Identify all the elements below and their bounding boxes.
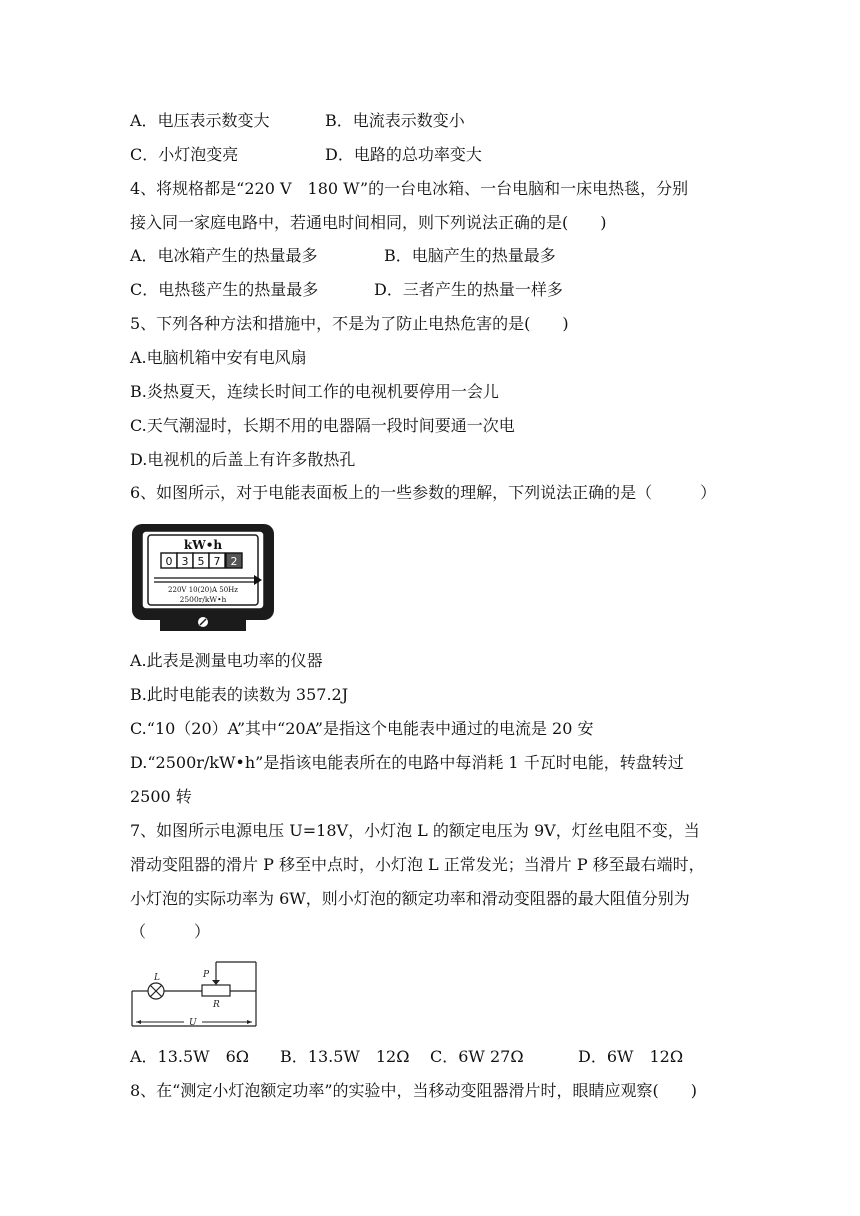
meter-constant-label: 2500r/kW•h <box>179 595 227 604</box>
meter-digit-3: 5 <box>197 555 205 568</box>
circuit-diagram <box>126 958 262 1032</box>
q4-stem-line1: 4、将规格都是“220 V 180 W”的一台电冰箱、一台电脑和一床电热毯，分别 <box>130 179 689 198</box>
q7-stem-line3: 小灯泡的实际功率为 6W，则小灯泡的额定功率和滑动变阻器的最大阻值分别为 <box>130 889 690 908</box>
electric-meter-figure <box>130 522 276 632</box>
voltage-label: U <box>189 1018 197 1028</box>
q5-option-b: B.炎热夏天，连续长时间工作的电视机要停用一会儿 <box>130 382 499 401</box>
q7-option-c: C．6W 27Ω <box>430 1047 524 1066</box>
q3-option-a: A．电压表示数变大 <box>130 111 270 130</box>
meter-digit-1: 0 <box>165 555 173 568</box>
q5-option-c: C.天气潮湿时，长期不用的电器隔一段时间要通一次电 <box>130 416 515 435</box>
q7-stem-line1: 7、如图所示电源电压 U=18V，小灯泡 L 的额定电压为 9V，灯丝电阻不变，当 <box>130 821 700 840</box>
q4-option-d: D．三者产生的热量一样多 <box>374 280 563 299</box>
q7-stem-line2: 滑动变阻器的滑片 P 移至中点时，小灯泡 L 正常发光；当滑片 P 移至最右端时， <box>130 855 705 874</box>
q4-option-b: B．电脑产生的热量最多 <box>384 246 556 265</box>
q6-option-c: C.“10（20）A”其中“20A”是指这个电能表中通过的电流是 20 安 <box>130 719 594 738</box>
meter-rating-label: 220V 10(20)A 50Hz <box>168 586 238 594</box>
q4-stem-line2: 接入同一家庭电路中，若通电时间相同，则下列说法正确的是( ) <box>130 213 607 232</box>
q7-option-a: A．13.5W 6Ω <box>130 1047 250 1066</box>
q6-option-b: B.此时电能表的读数为 357.2J <box>130 685 349 704</box>
q7-option-d: D．6W 12Ω <box>578 1047 684 1066</box>
q6-option-d-line2: 2500 转 <box>130 787 192 806</box>
lamp-label: L <box>154 973 160 983</box>
q8-stem: 8、在“测定小灯泡额定功率”的实验中，当移动变阻器滑片时，眼睛应观察( ) <box>130 1081 698 1100</box>
q6-option-a: A.此表是测量电功率的仪器 <box>130 651 323 670</box>
q5-option-a: A.电脑机箱中安有电风扇 <box>130 348 307 367</box>
q7-stem-line4: （ ） <box>130 922 211 941</box>
q7-option-b: B．13.5W 12Ω <box>280 1047 410 1066</box>
q5-option-d: D.电视机的后盖上有许多散热孔 <box>130 450 356 469</box>
q3-option-b: B．电流表示数变小 <box>325 111 465 130</box>
q3-option-c: C．小灯泡变亮 <box>130 145 239 164</box>
q4-option-c: C．电热毯产生的热量最多 <box>130 280 319 299</box>
q6-stem: 6、如图所示，对于电能表面板上的一些参数的理解，下列说法正确的是（ ） <box>130 483 717 502</box>
meter-digit-2: 3 <box>181 555 189 568</box>
q3-option-d: D．电路的总功率变大 <box>325 145 482 164</box>
q6-option-d-line1: D.“2500r/kW•h”是指该电能表所在的电路中每消耗 1 千瓦时电能，转盘转过 <box>130 753 684 772</box>
q5-stem: 5、下列各种方法和措施中，不是为了防止电热危害的是( ) <box>130 314 569 333</box>
slider-label: P <box>203 970 210 980</box>
resistor-label: R <box>213 1000 220 1010</box>
meter-digit-display <box>161 553 242 568</box>
meter-digit-4: 7 <box>213 555 221 568</box>
meter-digit-5: 2 <box>230 555 238 568</box>
meter-unit-label: kW•h <box>183 538 223 552</box>
q4-option-a: A．电冰箱产生的热量最多 <box>130 246 318 265</box>
